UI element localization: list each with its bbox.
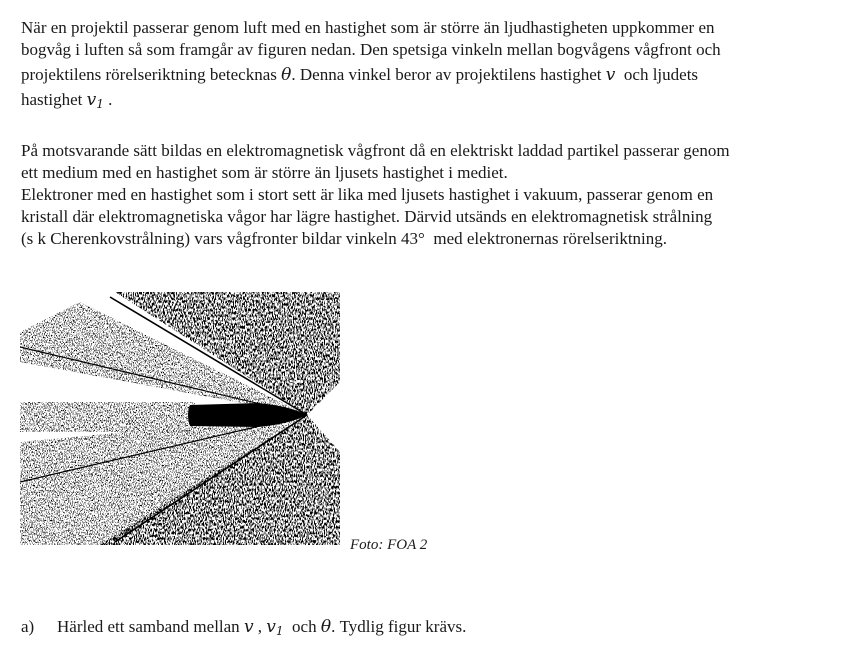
theta-symbol: θ bbox=[320, 617, 332, 637]
question-text-c: . Tydlig figur krävs. bbox=[331, 617, 467, 636]
intro-line-2: bogvåg i luften så som framgår av figuren nedan. Den spetsiga vinkeln mellan bogvågens vågfront och bbox=[21, 40, 721, 59]
cherenkov-paragraph bbox=[21, 140, 841, 250]
theta-symbol: θ bbox=[281, 65, 292, 85]
intro-line-4-end: . bbox=[108, 90, 113, 109]
cherenkov-line-3: Elektroner med en hastighet som i stort sett är lika med ljusets hastighet i vakuum, passerar genom en bbox=[21, 185, 714, 204]
intro-line-1: När en projektil passerar genom luft med en hastighet som är större än ljudhastigheten uppkommer en bbox=[21, 18, 715, 37]
question-text-a: Härled ett samband mellan bbox=[57, 617, 240, 636]
cherenkov-line-5-text: (s k Cherenkovstrålning) vars vågfronter bildar vinkeln bbox=[21, 229, 397, 248]
cherenkov-line-1: På motsvarande sätt bildas en elektromagnetisk vågfront då en elektriskt laddad partikel passerar genom bbox=[21, 141, 730, 160]
question-label: a) bbox=[21, 617, 35, 636]
question-text bbox=[57, 617, 466, 637]
angle-value: 43° bbox=[401, 229, 425, 248]
intro-line-3-text: projektilens rörelseriktning betecknas bbox=[21, 65, 277, 84]
bow-wave-photo-graphic bbox=[20, 292, 340, 545]
intro-line-4 bbox=[21, 89, 841, 111]
intro-line-3-text-b: . Denna vinkel beror av projektilens hastighet bbox=[291, 65, 602, 84]
photo-caption: Foto: FOA 2 bbox=[350, 537, 428, 553]
cherenkov-line-2: ett medium med en hastighet som är större än ljusets hastighet i mediet. bbox=[21, 163, 508, 182]
v-symbol: v bbox=[243, 617, 254, 637]
v-symbol: v bbox=[605, 65, 616, 85]
question-comma: , bbox=[257, 617, 263, 636]
intro-line-4-text: hastighet bbox=[21, 90, 83, 109]
intro-paragraph bbox=[21, 17, 841, 111]
v1-symbol: $v_1$ bbox=[86, 90, 104, 111]
bow-wave-photo bbox=[20, 292, 340, 545]
question-text-b: och bbox=[292, 617, 317, 636]
intro-line-3-text-c: och ljudets bbox=[623, 65, 699, 84]
cherenkov-line-4: kristall där elektromagnetiska vågor har lägre hastighet. Därvid utsänds en elektromagnetisk strålning bbox=[21, 207, 713, 226]
intro-line-3 bbox=[21, 64, 841, 86]
v1-symbol: $v_1$ bbox=[266, 617, 284, 638]
cherenkov-line-5 bbox=[21, 228, 841, 250]
cherenkov-line-5-text-b: med elektronernas rörelseriktning. bbox=[433, 229, 668, 248]
